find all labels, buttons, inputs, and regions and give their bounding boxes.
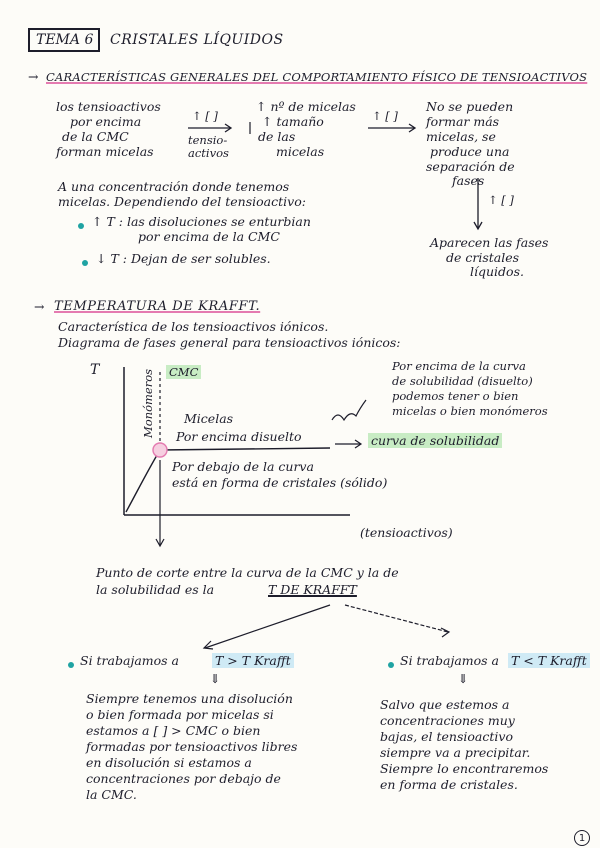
case1-highlight <box>212 654 294 668</box>
down-arrow-label: ↑ [ ] <box>488 193 514 207</box>
case1-text-2: o bien formada por micelas si <box>86 707 274 722</box>
case1-highlight-text: T > T Krafft <box>212 653 294 668</box>
section2-arrow: → <box>34 299 45 314</box>
case1-label: Si trabajamos a <box>80 653 179 668</box>
col4-line3: líquidos. <box>470 264 524 279</box>
tema-label: TEMA 6 <box>36 32 94 48</box>
col3-line2: formar más <box>426 114 500 129</box>
curva-label <box>368 434 502 448</box>
section1-heading <box>46 71 587 84</box>
krafft-line2: Diagrama de fases general para tensioactivos iónicos: <box>58 335 401 350</box>
col1-line4: forman micelas <box>56 144 154 159</box>
cmc-label-text: CMC <box>166 365 201 379</box>
micelas-label: Micelas <box>184 411 234 426</box>
col4-line2: de cristales <box>446 250 520 265</box>
right-note-2: de solubilidad (disuelto) <box>392 374 533 388</box>
krafft-term-text: T DE KRAFFT <box>268 582 357 597</box>
page-number: 1 <box>574 830 590 846</box>
col1-line3: de la CMC <box>62 129 129 144</box>
bullet-dot-1 <box>78 223 84 229</box>
page-title: CRISTALES LÍQUIDOS <box>110 32 284 48</box>
arrow1-bottom-2: activos <box>188 146 229 160</box>
krafft-line1: Característica de los tensioactivos iónicos. <box>58 319 329 334</box>
para-line2: micelas. Dependiendo del tensioactivo: <box>58 194 306 209</box>
col2-line3: de las <box>258 129 296 144</box>
col3-line1: No se pueden <box>426 99 514 114</box>
col2-line4: micelas <box>276 144 325 159</box>
case2-text-2: concentraciones muy <box>380 713 515 728</box>
corte-line1: Punto de corte entre la curva de la CMC y la de <box>96 565 399 580</box>
case2-text-6: en forma de cristales. <box>380 777 518 792</box>
col3-line5: separación de <box>426 159 515 174</box>
col1-line1: los tensioactivos <box>56 99 161 114</box>
case1-text-5: en disolución si estamos a <box>86 755 252 770</box>
case1-text-1: Siempre tenemos una disolución <box>86 691 293 706</box>
case1-text-7: la CMC. <box>86 787 137 802</box>
curva-label-text: curva de solubilidad <box>368 433 502 448</box>
cmc-label <box>166 366 201 379</box>
case2-down-arrow: ⇓ <box>458 671 469 686</box>
col2-line1: ↑ nº de micelas <box>256 99 356 114</box>
section1-arrow: → <box>28 69 39 84</box>
section1-heading-text: CARACTERÍSTICAS GENERALES DEL COMPORTAMIENTO FÍSICO DE TENSIOACTIVOS <box>46 70 588 84</box>
col3-line6: fases <box>452 173 485 188</box>
bullet2: ↓ T : Dejan de ser solubles. <box>96 251 271 266</box>
krafft-point <box>153 443 167 457</box>
arrow1-label: ↑ [ ] <box>192 109 218 123</box>
right-note-1: Por encima de la curva <box>392 359 526 373</box>
case2-text-1: Salvo que estemos a <box>380 697 510 712</box>
section2-heading-text: TEMPERATURA DE KRAFFT. <box>54 299 261 314</box>
case2-label: Si trabajamos a <box>400 653 499 668</box>
col3-line3: micelas, se <box>426 129 496 144</box>
case2-text-3: bajas, el tensioactivo <box>380 729 513 744</box>
bullet1-line2: por encima de la CMC <box>138 229 280 244</box>
right-note-4: micelas o bien monómeros <box>392 404 548 418</box>
case2-highlight-text: T < T Krafft <box>508 653 590 668</box>
para-line1: A una concentración donde tenemos <box>58 179 290 194</box>
case1-text-4: formadas por tensioactivos libres <box>86 739 298 754</box>
case2-text-5: Siempre lo encontraremos <box>380 761 549 776</box>
case2-text-4: siempre va a precipitar. <box>380 745 531 760</box>
disuelto-label: Por encima disuelto <box>176 429 302 444</box>
bullet1-line1: ↑ T : las disoluciones se enturbian <box>92 214 311 229</box>
arrow1-bottom-1: tensio- <box>188 133 228 147</box>
case2-highlight <box>508 654 590 668</box>
krafft-term <box>268 583 357 597</box>
case2-dot <box>388 662 394 668</box>
case1-dot <box>68 662 74 668</box>
axis-x-label: (tensioactivos) <box>360 525 453 540</box>
arrow2-label: ↑ [ ] <box>372 109 398 123</box>
case1-text-3: estamos a [ ] > CMC o bien <box>86 723 261 738</box>
case1-text-6: concentraciones por debajo de <box>86 771 281 786</box>
monomeros-label: Monómeros <box>141 368 155 438</box>
right-note-3: podemos tener o bien <box>392 389 519 403</box>
case1-down-arrow: ⇓ <box>210 671 221 686</box>
corte-line2: la solubilidad es la <box>96 582 215 597</box>
bullet-dot-2 <box>82 260 88 266</box>
col1-line2: por encima <box>70 114 142 129</box>
below-line2: está en forma de cristales (sólido) <box>172 475 388 490</box>
below-line1: Por debajo de la curva <box>172 459 314 474</box>
section2-heading <box>54 300 260 315</box>
axis-y-label: T <box>90 362 100 378</box>
col2-line2: ↑ tamaño <box>262 114 324 129</box>
col3-line4: produce una <box>430 144 510 159</box>
col4-line1: Aparecen las fases <box>430 235 549 250</box>
